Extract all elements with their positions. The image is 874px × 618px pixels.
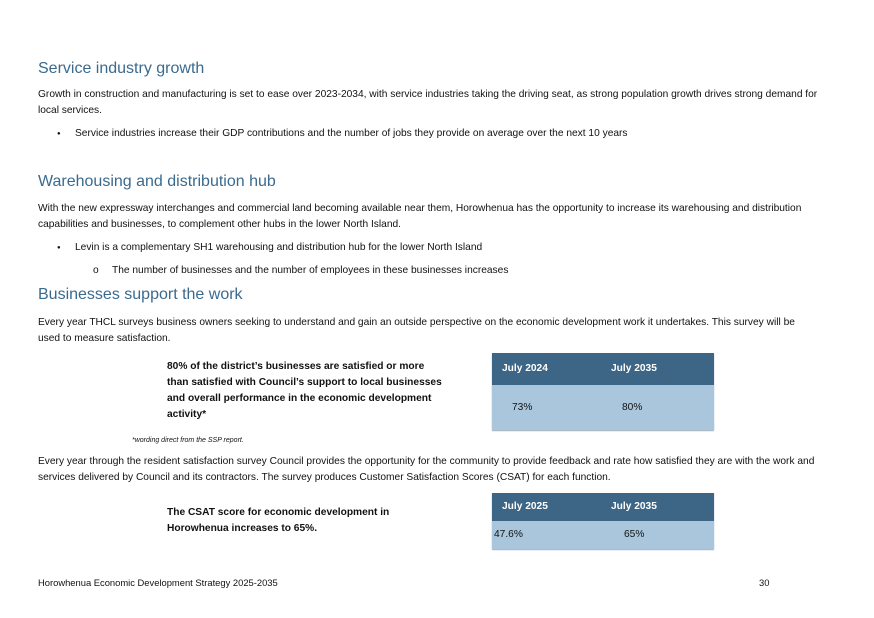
- bullet-levin-hub: [57, 241, 483, 255]
- subbullet-text: The number of businesses and the number of employees in these businesses increases: [112, 265, 509, 276]
- table-header-cell: July 2035: [611, 363, 657, 374]
- bullet-text: Levin is a complementary SH1 warehousing and distribution hub for the lower North Island: [75, 242, 483, 253]
- footnote-wording: *wording direct from the SSP report.: [132, 437, 244, 444]
- table-value-cell: 65%: [624, 529, 645, 540]
- subbullet-icon: o: [93, 265, 99, 276]
- table-business-satisfaction: [492, 353, 714, 430]
- bullet-icon: ●: [57, 131, 61, 137]
- heading-businesses-support: Businesses support the work: [38, 286, 243, 303]
- callout-business-satisfaction: 80% of the district’s businesses are satisfied or more than satisfied with Council’s support to local businesses and overall performance in the economic development activity*: [167, 361, 442, 420]
- paragraph-resident-survey: Every year through the resident satisfaction survey Council provides the opportunity for the community to provide feedback and rate how satisfied they are with the work and services delivered by Council and its contractors. The survey produces Customer Satisfaction Scores (CSAT) for each function.: [38, 456, 815, 483]
- heading-service-industry: Service industry growth: [38, 60, 205, 77]
- table-csat: [492, 493, 714, 549]
- paragraph-service-industry: Growth in construction and manufacturing is set to ease over 2023-2034, with service industries taking the driving seat, as strong population growth drives strong demand for local services.: [38, 89, 818, 116]
- table-value-cell: 73%: [512, 402, 533, 413]
- heading-warehousing: Warehousing and distribution hub: [38, 173, 276, 190]
- table-header-row: [492, 493, 714, 521]
- bullet-service-industries: [57, 127, 628, 141]
- subbullet-businesses-employees: [93, 264, 509, 278]
- callout-csat-score: The CSAT score for economic development in Horowhenua increases to 65%.: [167, 507, 390, 534]
- table-value-row: [492, 521, 714, 549]
- table-value-cell: 80%: [622, 402, 643, 413]
- paragraph-business-survey: Every year THCL surveys business owners seeking to understand and gain an outside perspective on the economic development work it undertakes. This survey will be used to measure satisfaction.: [38, 317, 795, 344]
- paragraph-warehousing: With the new expressway interchanges and commercial land becoming available near them, Horowhenua has the opportunity to increase its warehousing and distribution capabilities and businesses, to complement other hubs in the lower North Island.: [38, 203, 802, 230]
- bullet-text: Service industries increase their GDP contributions and the number of jobs they provide on average over the next 10 years: [75, 128, 628, 139]
- table-header-row: [492, 353, 714, 385]
- footer-document-title: Horowhenua Economic Development Strategy 2025-2035: [38, 577, 278, 588]
- table-header-cell: July 2024: [502, 363, 548, 374]
- table-value-cell: 47.6%: [494, 529, 523, 540]
- bullet-icon: ●: [57, 245, 61, 251]
- footer-page-number: 30: [759, 577, 770, 588]
- table-header-cell: July 2035: [611, 501, 657, 512]
- table-value-row: [492, 385, 714, 430]
- table-header-cell: July 2025: [502, 501, 548, 512]
